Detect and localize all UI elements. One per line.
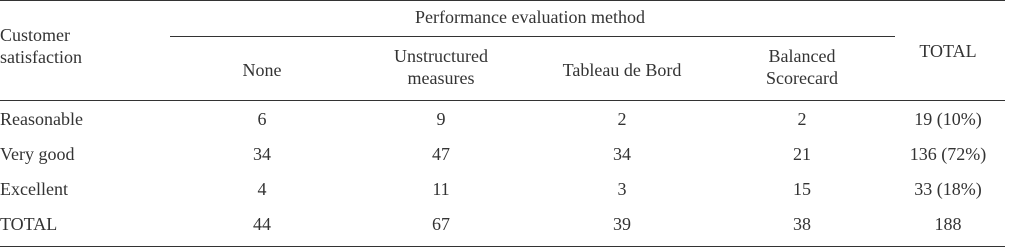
row-label-excellent: Excellent — [0, 179, 68, 199]
cell-reasonable-total: 19 (10%) — [914, 109, 982, 129]
header-bottom-rule — [0, 100, 1005, 101]
cell-total-balanced: 38 — [793, 214, 811, 234]
cell-reasonable-tableau: 2 — [617, 109, 627, 129]
cell-total-tableau: 39 — [613, 214, 631, 234]
cell-excellent-unstructured: 11 — [432, 179, 450, 199]
cell-very-good-none: 34 — [253, 144, 271, 164]
cell-total-total: 188 — [934, 214, 962, 234]
cell-very-good-tableau: 34 — [613, 144, 631, 164]
column-header-unstructured-line-2: measures — [407, 68, 475, 88]
cell-reasonable-balanced: 2 — [797, 109, 807, 129]
column-header-none-line-1: None — [242, 60, 282, 80]
cell-very-good-unstructured: 47 — [432, 144, 450, 164]
cell-excellent-none: 4 — [257, 179, 267, 199]
group-header: Performance evaluation method — [415, 7, 645, 27]
cell-very-good-total: 136 (72%) — [909, 144, 987, 164]
column-header-total: TOTAL — [919, 41, 977, 61]
column-header-unstructured — [394, 45, 488, 89]
cell-total-none: 44 — [253, 214, 271, 234]
column-header-balanced — [766, 45, 838, 89]
column-header-tableau — [563, 59, 682, 81]
row-label-reasonable: Reasonable — [0, 109, 83, 129]
top-rule — [0, 0, 1005, 1]
row-header-label — [0, 24, 82, 68]
column-header-balanced-line-2: Scorecard — [766, 68, 838, 88]
row-label-very-good: Very good — [0, 144, 75, 164]
column-header-tableau-line-1: Tableau de Bord — [562, 60, 682, 80]
row-label-total: TOTAL — [0, 214, 58, 234]
column-header-none — [243, 59, 282, 81]
cell-excellent-balanced: 15 — [793, 179, 811, 199]
cell-excellent-total: 33 (18%) — [914, 179, 982, 199]
column-header-balanced-line-1: Balanced — [768, 46, 836, 66]
column-header-unstructured-line-1: Unstructured — [394, 46, 488, 66]
cell-reasonable-none: 6 — [257, 109, 267, 129]
cell-reasonable-unstructured: 9 — [436, 109, 446, 129]
cell-total-unstructured: 67 — [432, 214, 450, 234]
row-header-label-line-1: Customer — [0, 25, 70, 45]
cell-very-good-balanced: 21 — [793, 144, 811, 164]
row-header-label-line-2: satisfaction — [0, 47, 82, 67]
cell-excellent-tableau: 3 — [617, 179, 627, 199]
bottom-rule — [0, 246, 1005, 247]
group-header-rule — [170, 36, 895, 37]
